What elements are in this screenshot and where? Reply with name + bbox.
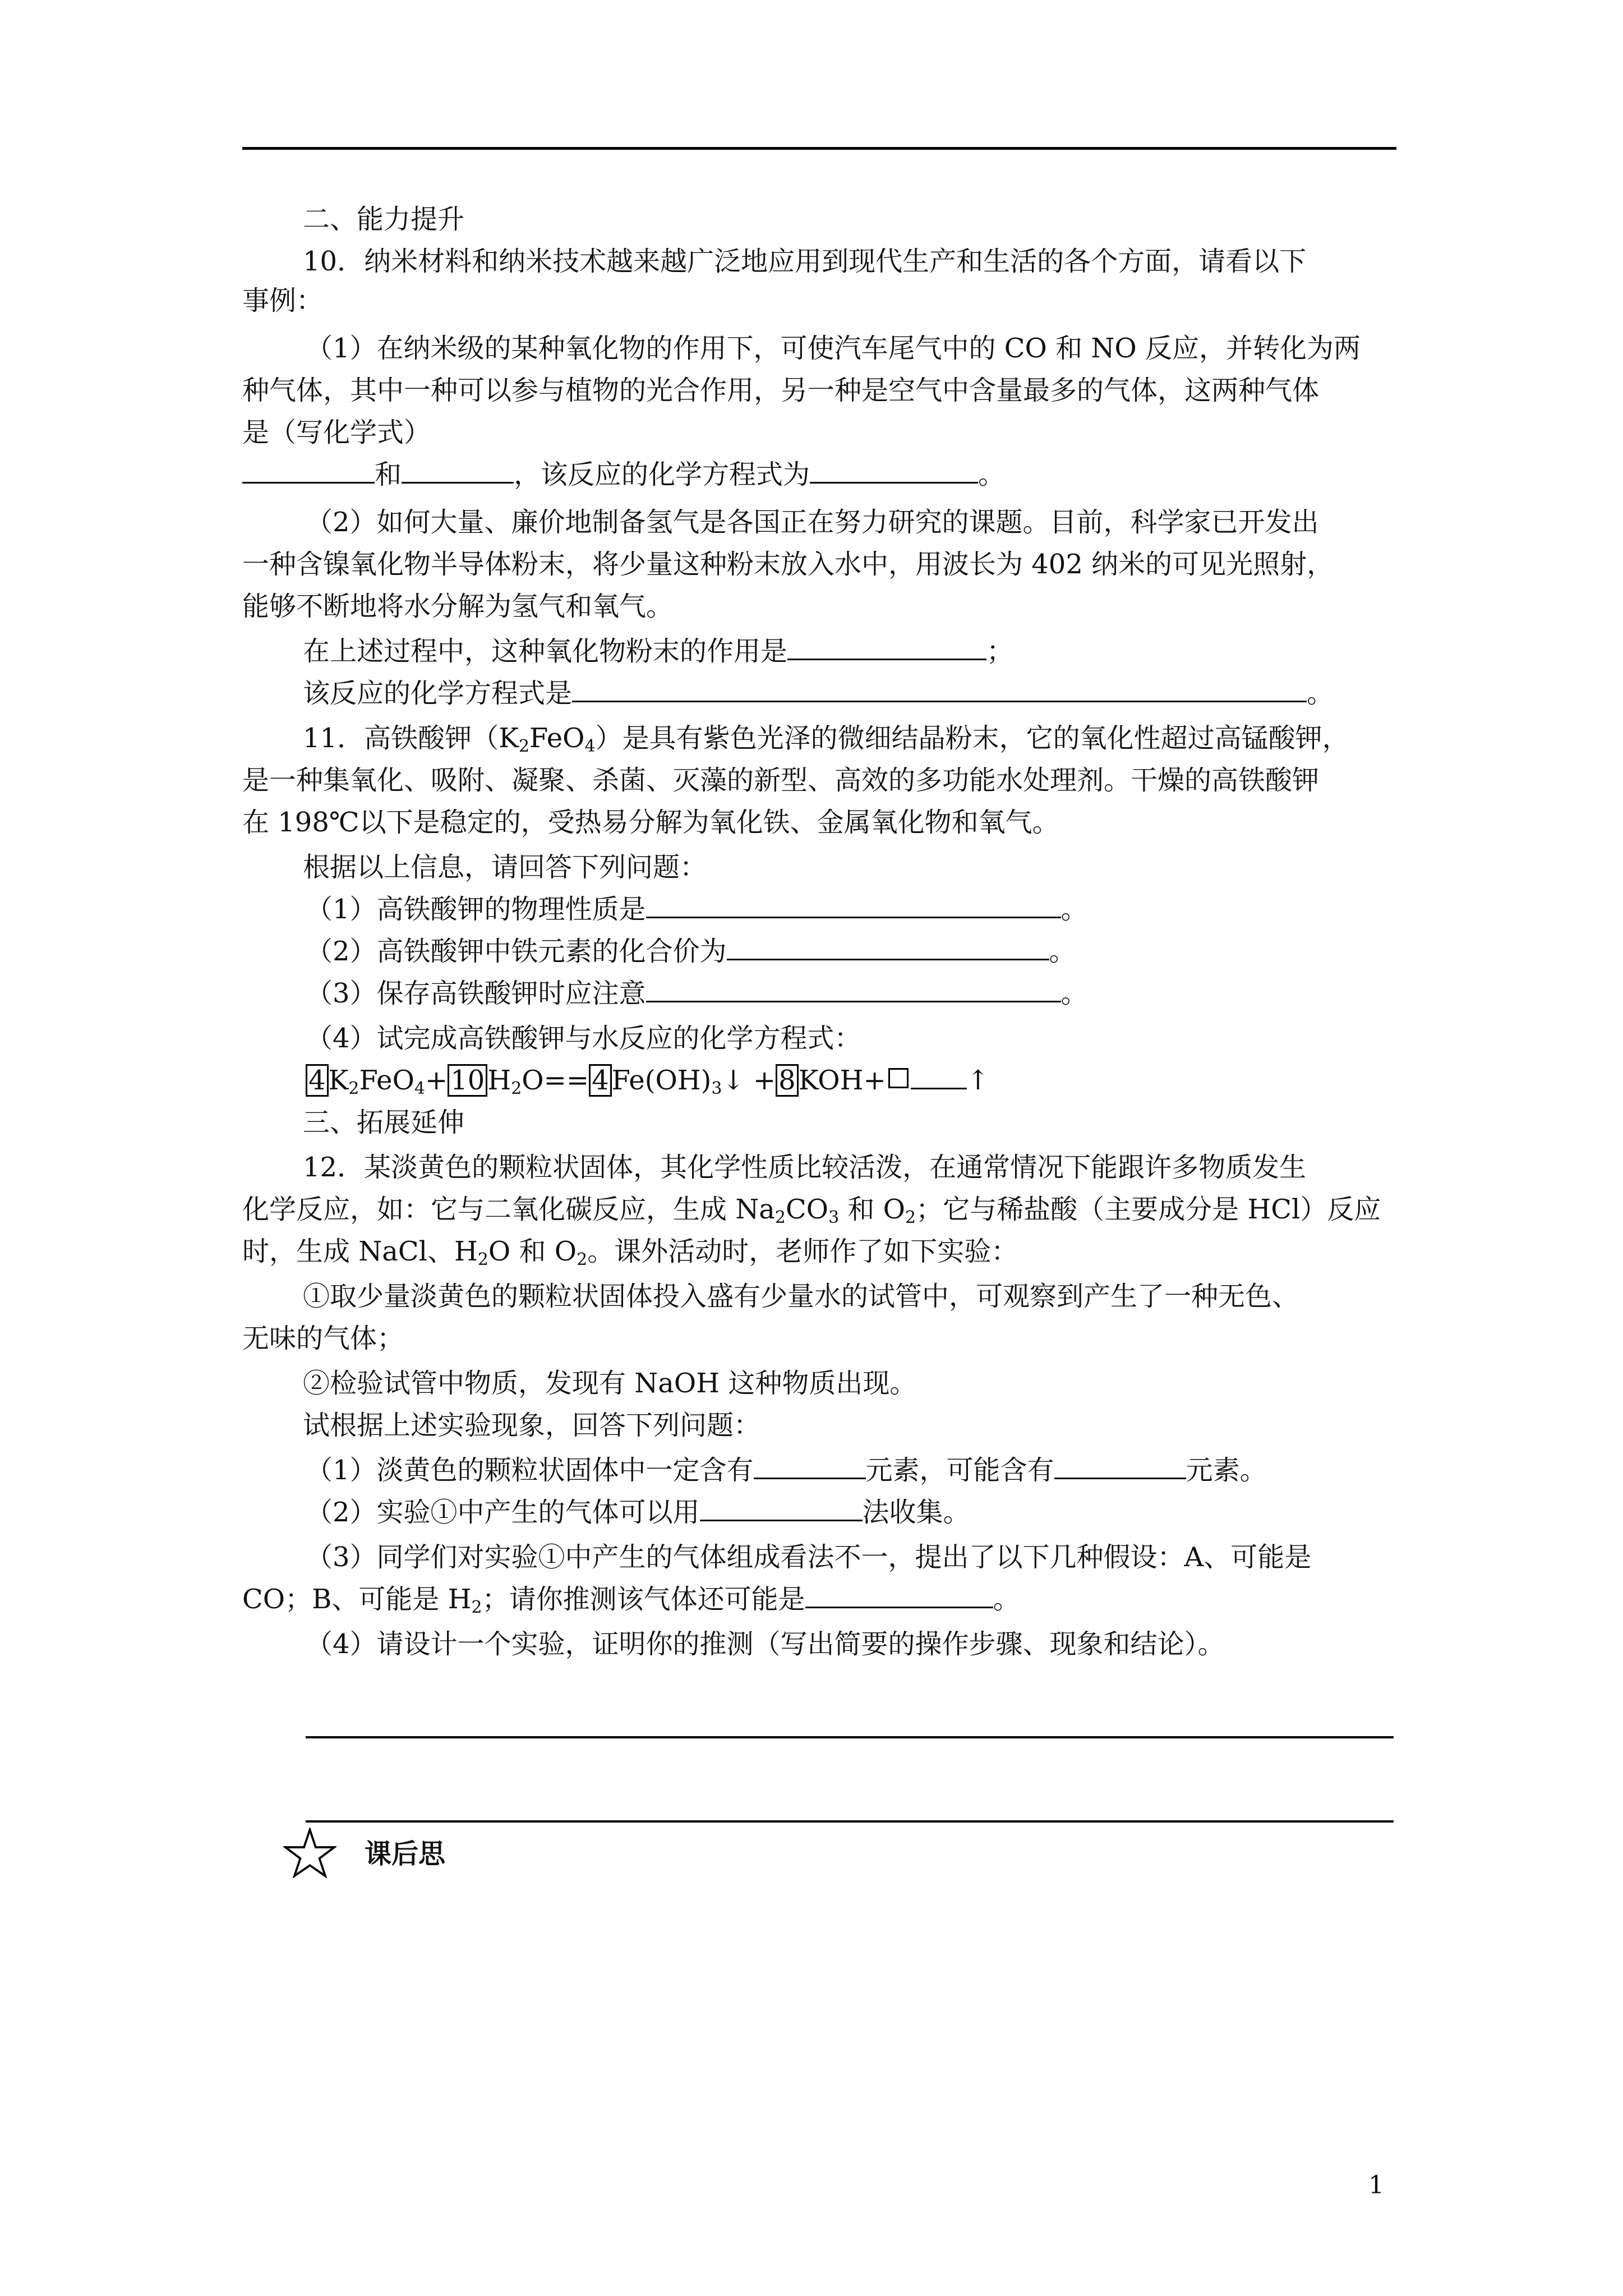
coefficient-box: 4 [589,1064,612,1097]
q10-part1-line2: 种气体，其中一种可以参与植物的光合作用，另一种是空气中含量最多的气体，这两种气体 [242,375,1320,406]
coefficient-box: 4 [306,1064,329,1097]
q10-part2-line1: （2）如何大量、廉价地制备氢气是各国正在努力研究的课题。目前，科学家已开发出 [306,507,1319,538]
after-class-reflection-heading: 课后思 [365,1838,446,1870]
q12-experiment2: ②检验试管中物质，发现有 NaOH 这种物质出现。 [303,1368,917,1399]
q12-experiment1-line2: 无味的气体； [242,1323,404,1354]
q12-stem-line2: 化学反应，如：它与二氧化碳反应，生成 $Na_2CO_3$ 和 $O_2$；它与稀盐酸（主要成分是 HCl）反应 [242,1194,1381,1227]
answer-blank-element-possible[interactable] [1054,1451,1186,1479]
q12-part3-line1: （3）同学们对实验①中产生的气体组成看法不一，提出了以下几种假设：A、可能是 [306,1542,1312,1573]
answer-blank-water-equation[interactable] [572,674,1307,702]
answer-blank-storage[interactable] [646,974,1061,1002]
coefficient-empty-box[interactable] [888,1068,909,1088]
q10-stem-line2: 事例： [242,285,324,316]
q11-stem-line2: 是一种集氧化、吸附、凝聚、杀菌、灭藻的新型、高效的多功能水处理剂。干燥的高铁酸钾 [242,765,1320,796]
section-heading-extension: 三、拓展延伸 [303,1107,465,1138]
q12-stem-line3: 时，生成 NaCl、$H_2O$ 和 $O_2$。课外活动时，老师作了如下实验： [242,1236,1018,1269]
q10-part1-line3: 是（写化学式） [242,417,431,448]
answer-blank-collection-method[interactable] [700,1493,863,1521]
answer-blank-valence[interactable] [727,932,1049,960]
q12-part2: （2）实验①中产生的气体可以用 法收集。 [306,1492,970,1533]
answer-blank-physical-property[interactable] [646,890,1061,918]
q11-part1: （1）高铁酸钾的物理性质是 。 [306,889,1088,930]
answer-blank-gas1[interactable] [242,455,375,484]
q12-stem-line1: 12．某淡黄色的颗粒状固体，其化学性质比较活泼，在通常情况下能跟许多物质发生 [303,1152,1307,1183]
answer-blank-equation[interactable] [810,455,978,484]
q10-part2-role: 在上述过程中，这种氧化物粉末的作用是 ； [303,631,1013,671]
q11-stem-line1: 11．高铁酸钾$(K_2FeO_4)$是具有紫色光泽的微细结晶粉末，它的氧化性超过高锰酸钾， [303,723,1349,756]
q12-part1: （1）淡黄色的颗粒状固体中一定含有 元素，可能含有 元素。 [306,1450,1267,1490]
answer-blank-element-certain[interactable] [754,1451,866,1479]
q11-equation: 4 $K_2FeO_4+ 10$ $H_2O== 4$ $Fe(OH)_3↓ + 8$ KOH+ ↑ [306,1060,989,1101]
q11-intro: 根据以上信息，请回答下列问题： [303,852,707,883]
coefficient-box: 10 [448,1064,487,1097]
q12-experiment1-line1: ①取少量淡黄色的颗粒状固体投入盛有少量水的试管中，可观察到产生了一种无色、 [303,1281,1299,1312]
header-rule [242,147,1396,150]
q11-part4: （4）试完成高铁酸钾与水反应的化学方程式： [306,1023,861,1054]
page-number: 1 [1368,2171,1384,2200]
q11-stem-line3: 在 198℃以下是稳定的，受热易分解为氧化铁、金属氧化物和氧气。 [242,807,1059,838]
answer-blank-gas-guess[interactable] [805,1580,993,1608]
q12-part4: （4）请设计一个实验，证明你的推测（写出简要的操作步骤、现象和结论）。 [306,1628,1225,1660]
section-heading-ability: 二、能力提升 [303,204,465,235]
q12-intro: 试根据上述实验现象，回答下列问题： [303,1410,761,1441]
q11-part2: （2）高铁酸钾中铁元素的化合价为 。 [306,931,1076,972]
answer-blank-role[interactable] [787,632,986,660]
q10-part1-line1: （1）在纳米级的某种氧化物的作用下，可使汽车尾气中的 CO 和 NO 反应，并转化为两 [306,333,1361,364]
q10-part2-line3: 能够不断地将水分解为氢气和氧气。 [242,591,674,622]
q12-part3-line2: CO；B、可能是 $H_2$；请你推测该气体还可能是 。 [242,1579,1020,1619]
answer-blank-product[interactable] [911,1061,967,1089]
q11-part3: （3）保存高铁酸钾时应注意 。 [306,973,1088,1014]
star-icon [283,1828,336,1878]
q10-part2-line2: 一种含镍氧化物半导体粉末，将少量这种粉末放入水中，用波长为 402 纳米的可见光照射， [242,549,1334,580]
answer-writing-line[interactable] [306,1820,1394,1823]
q10-part1-answer-line: 和 ，该反应的化学方程式为 。 [242,454,1005,495]
answer-writing-line[interactable] [306,1736,1394,1738]
coefficient-box: 8 [776,1064,799,1097]
q10-part2-equation: 该反应的化学方程式是 。 [303,673,1334,714]
answer-blank-gas2[interactable] [402,455,514,484]
q10-stem-line1: 10．纳米材料和纳米技术越来越广泛地应用到现代生产和生活的各个方面，请看以下 [303,246,1307,277]
